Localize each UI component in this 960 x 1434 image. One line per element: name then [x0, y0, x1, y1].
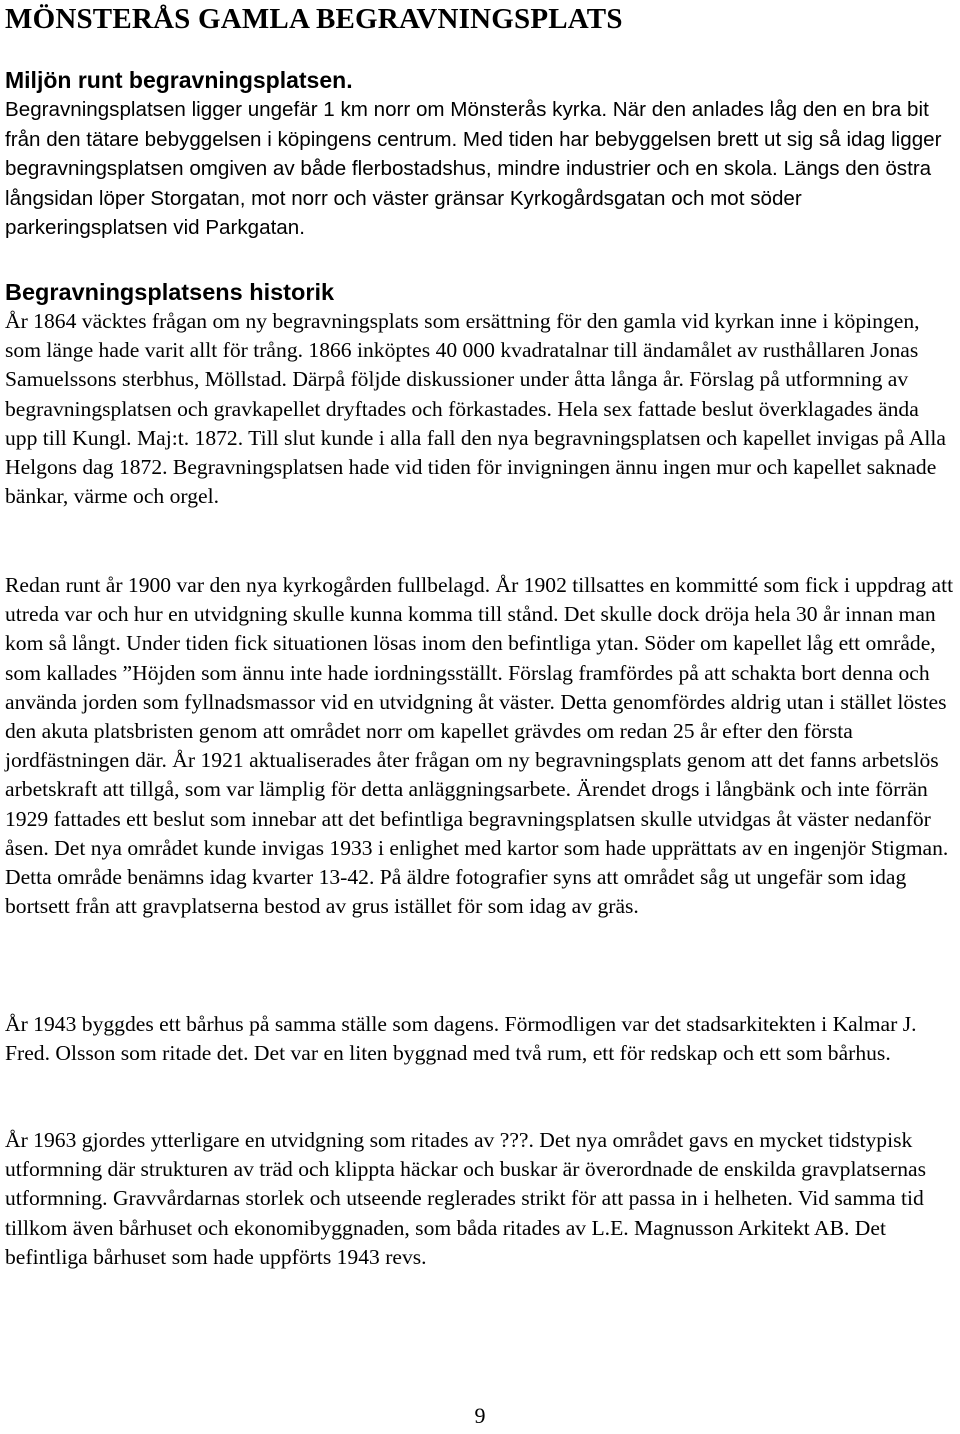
paragraph-history-1963: År 1963 gjordes ytterligare en utvidgning som ritades av ???. Det nya området gavs en mycket tidstypisk utformning där strukturen av träd och klippta häckar och buskar är överordnade de enskilda gravplatsernas utformning. Gravvårdarnas storlek och utseende reglerades strikt för att passa in i helheten. Vid samma tid tillkom även bårhuset och ekonomibyggnaden, som båda ritades av L.E. Magnusson Arkitekt AB. Det befintliga bårhuset som hade uppförts 1943 revs. — [5, 1128, 927, 1269]
document-page — [5, 0, 955, 1269]
section-heading-history: Begravningsplatsens historik — [5, 279, 335, 305]
paragraph-history-1864: År 1864 väcktes frågan om ny begravningsplats som ersättning för den gamla vid kyrkan inne i köpingen, som länge hade varit allt för trång. 1866 inköptes 40 000 kvadratalnar till ändamålet av rusthållaren Jonas Samuelssons sterbhus, Möllstad. Därpå följde diskussioner under åtta långa år. Förslag på utformning av begravningsplatsen och gravkapellet dryftades och förkastades. Hela sex fattade beslut överklagades ända upp till Kungl. Maj:t. 1872. Till slut kunde i alla fall den nya begravningsplatsen och kapellet invigas på Alla Helgons dag 1872. Begravningsplatsen hade vid tiden för invigningen ännu ingen mur och kapellet saknade bänkar, värme och orgel. — [5, 309, 946, 509]
paragraph-environment: Begravningsplatsen ligger ungefär 1 km norr om Mönsterås kyrka. När den anlades låg den en bra bit från den tätare bebyggelsen i köpingens centrum. Med tiden har bebyggelsen brett ut sig så idag ligger begravningsplatsen omgiven av både flerbostadshus, mindre industrier och en skola. Längs den östra långsidan löper Storgatan, mot norr och väster gränsar Kyrkogårdsgatan och mot söder parkeringsplatsen vid Parkgatan. — [5, 98, 942, 239]
paragraph-history-1943: År 1943 byggdes ett bårhus på samma ställe som dagens. Förmodligen var det stadsarkitekten i Kalmar J. Fred. Olsson som ritade det. Det var en liten byggnad med två rum, ett för redskap och ett som bårhus. — [5, 1012, 917, 1066]
page-number: 9 — [474, 1403, 486, 1428]
document-title: MÖNSTERÅS GAMLA BEGRAVNINGSPLATS — [5, 3, 623, 35]
section-history — [5, 277, 955, 511]
section-heading-environment: Miljön runt begravningsplatsen. — [5, 67, 353, 93]
section-environment — [5, 66, 955, 243]
paragraph-history-1900: Redan runt år 1900 var den nya kyrkogården fullbelagd. År 1902 tillsattes en kommitté som fick i uppdrag att utreda var och hur en utvidgning skulle kunna komma till stånd. Det skulle dock dröja hela 30 år innan man kom så långt. Under tiden fick situationen lösas inom den befintliga ytan. Söder om kapellet låg ett område, som kallades ”Höjden som ännu inte hade iordningsställt. Förslag framfördes på att schakta bort denna och använda jorden som fyllnadsmassor vid en utvidgning åt väster. Detta genomfördes aldrig utan i stället löstes den akuta platsbristen genom att området norr om kapellet grävdes om redan 25 år efter den första jordfästningen där. År 1921 aktualiserades åter frågan om ny begravningsplats genom att det fanns arbetslös arbetskraft att tillgå, som var lämplig för detta anläggningsarbete. Ärendet drogs i långbänk och inte förrän 1929 fattades ett beslut som innebar att det befintliga begravningsplatsen skulle utvidgas åt väster nedanför åsen. Det nya området kunde invigas 1933 i enlighet med kartor som hade upprättats av en ingenjör Stigman. Detta område benämns idag kvarter 13-42. På äldre fotografier syns att området såg ut ungefär som idag bortsett från att gravplatserna bestod av grus istället för som idag av gräs. — [5, 573, 954, 919]
